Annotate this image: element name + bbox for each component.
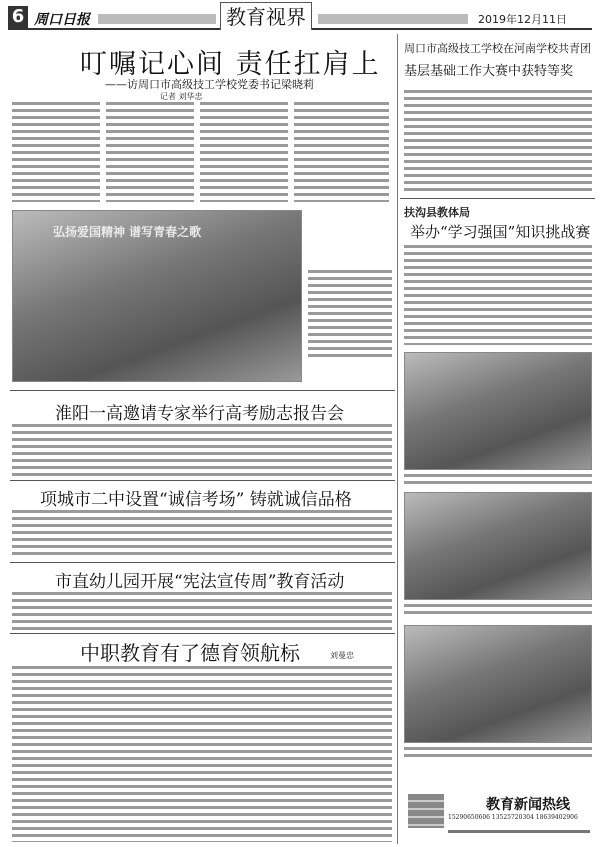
article-byline: 刘曼忠 [330,651,354,660]
photo-banner: 弘扬爱国精神 谱写青春之歌 [53,225,202,239]
hotline-title: 教育新闻热线 [486,797,570,813]
paper-logo: 周口日报 [34,12,90,28]
right-kicker: 扶沟县教体局 [404,206,470,219]
article-title: 项城市二中设置“诚信考场” 铸就诚信品格 [40,490,352,510]
divider [400,198,595,199]
right-sub-body [404,245,592,345]
books-icon [408,794,444,828]
right-photo-3 [404,625,592,743]
issue-date: 2019年12月11日 [478,13,567,26]
article-body [12,592,392,630]
right-photo-1 [404,352,592,470]
photo-caption [308,270,392,360]
right-top-title-1: 周口市高级技工学校在河南学校共青团 [404,42,591,55]
article-title: 中职教育有了德育领航标 [80,641,300,665]
right-top-body [404,90,592,195]
header-bar-right [318,14,468,24]
lead-title: 叮嘱记心间 责任扛肩上 [80,49,381,80]
lead-subtitle: ——访周口市高级技工学校党委书记梁晓莉 [105,78,314,91]
photo-caption [404,474,592,488]
article-body [12,666,392,842]
right-photo-2 [404,492,592,600]
lead-body-col1 [12,102,100,202]
page-number: 6 [8,6,28,28]
divider [10,633,395,634]
article-title: 淮阳一高邀请专家举行高考励志报告会 [55,404,344,424]
divider [10,480,395,481]
column-divider [397,34,398,844]
photo-caption [404,747,592,761]
right-top-title-2: 基层基础工作大赛中获特等奖 [404,64,574,79]
hotline-numbers: 15290650606 13525720304 18639402906 [448,814,578,821]
divider [10,562,395,563]
lead-body-col2 [106,102,194,202]
page-header [8,6,592,30]
right-sub-title: 举办“学习强国”知识挑战赛 [410,223,591,241]
lead-body-col4 [294,102,389,202]
article-title: 市直幼儿园开展“宪法宣传周”教育活动 [55,572,345,592]
hotline-rule [448,830,590,833]
divider [10,390,395,391]
lead-body-col3 [200,102,288,202]
hotline-box [404,790,592,842]
article-body [12,424,392,476]
section-title: 教育视界 [220,2,312,30]
header-bar-left [98,14,216,24]
lead-byline: 记者 刘华忠 [160,92,203,101]
lead-photo [12,210,302,382]
article-body [12,510,392,558]
photo-caption [404,604,592,618]
